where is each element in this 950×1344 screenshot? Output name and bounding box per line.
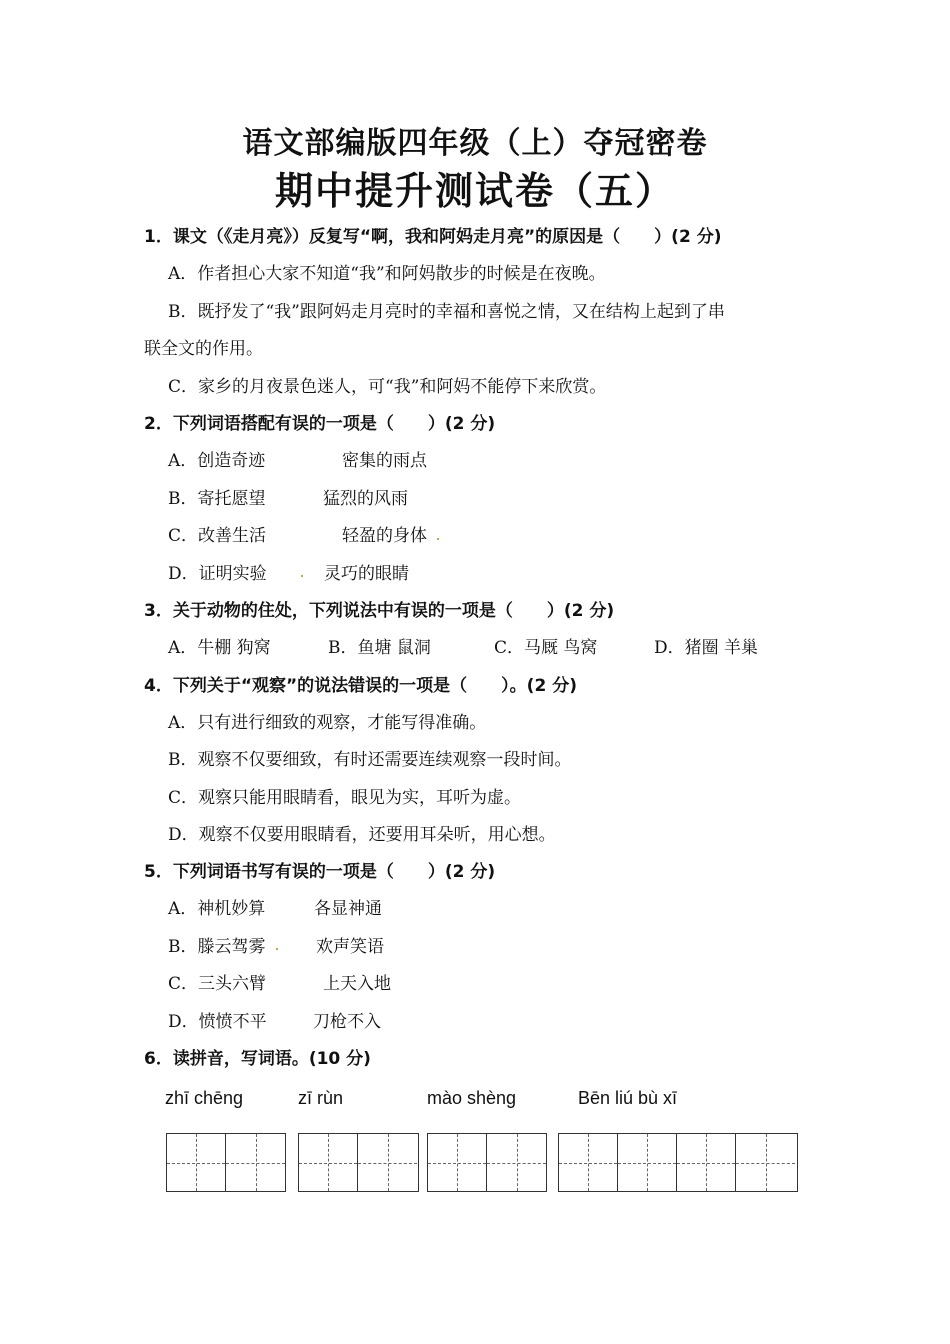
- question-5-option-b: [168, 932, 384, 957]
- option-word: B．滕云驾雾: [168, 937, 266, 957]
- writing-grid[interactable]: [558, 1133, 798, 1192]
- question-5-option-d: [168, 1007, 381, 1032]
- question-3-stem: 3．关于动物的住处，下列说法中有误的一项是（ ）(2 分): [144, 601, 615, 621]
- exam-title: 期中提升测试卷（五）: [274, 169, 675, 213]
- option-word: D．愤愤不平: [168, 1012, 267, 1032]
- scan-mark: [437, 538, 439, 540]
- scan-mark: [301, 575, 303, 577]
- question-2-option-d: [168, 559, 409, 584]
- option-word: D．证明实验: [168, 564, 267, 584]
- question-3-option-a: A．牛棚 狗窝: [168, 638, 271, 658]
- exam-series-title: 语文部编版四年级（上）夺冠密卷: [242, 126, 708, 161]
- option-phrase: 猛烈的风雨: [323, 489, 408, 509]
- option-phrase: 刀枪不入: [313, 1012, 381, 1032]
- pinyin-label: zhī chēng: [165, 1088, 244, 1108]
- question-1-option-b: B．既抒发了“我”跟阿妈走月亮时的幸福和喜悦之情，又在结构上起到了串: [168, 302, 725, 322]
- pinyin-label: Bēn liú bù xī: [578, 1088, 678, 1108]
- writing-cell[interactable]: [358, 1134, 417, 1191]
- writing-cell[interactable]: [428, 1134, 487, 1191]
- writing-cell[interactable]: [736, 1134, 795, 1191]
- option-phrase: 密集的雨点: [342, 451, 427, 471]
- question-5-option-a: [168, 894, 382, 919]
- writing-cell[interactable]: [487, 1134, 546, 1191]
- question-5-option-c: [168, 969, 391, 994]
- option-word: A．创造奇迹: [168, 451, 266, 471]
- writing-cell[interactable]: [677, 1134, 736, 1191]
- question-3-option-c: C．马厩 鸟窝: [494, 638, 598, 658]
- writing-grid[interactable]: [298, 1133, 419, 1192]
- option-phrase: 灵巧的眼睛: [324, 564, 409, 584]
- option-phrase: 各显神通: [314, 899, 382, 919]
- question-4-option-d: D．观察不仅要用眼睛看，还要用耳朵听，用心想。: [168, 825, 556, 845]
- option-word: B．寄托愿望: [168, 489, 266, 509]
- question-1-stem: 1．课文（《走月亮》）反复写“啊，我和阿妈走月亮”的原因是（ ）(2 分): [144, 227, 722, 247]
- question-3-option-b: B．鱼塘 鼠洞: [328, 638, 431, 658]
- option-word: A．神机妙算: [168, 899, 266, 919]
- question-4-option-c: C．观察只能用眼睛看，眼见为实，耳听为虚。: [168, 788, 522, 808]
- question-4-option-b: B．观察不仅要细致，有时还需要连续观察一段时间。: [168, 750, 572, 770]
- question-2-option-a: [168, 446, 427, 471]
- question-1-option-b-cont: 联全文的作用。: [144, 339, 263, 359]
- question-2-stem: 2．下列词语搭配有误的一项是（ ）(2 分): [144, 414, 496, 434]
- writing-cell[interactable]: [226, 1134, 285, 1191]
- pinyin-label: mào shèng: [427, 1088, 517, 1108]
- question-4-option-a: A．只有进行细致的观察，才能写得准确。: [168, 713, 487, 733]
- question-3-option-d: D．猪圈 羊巢: [654, 638, 759, 658]
- question-4-stem: 4．下列关于“观察”的说法错误的一项是（ ）。(2 分): [144, 676, 577, 696]
- pinyin-label: zī rùn: [298, 1088, 344, 1108]
- question-1-option-c: C．家乡的月夜景色迷人，可“我”和阿妈不能停下来欣赏。: [168, 377, 607, 397]
- option-word: C．改善生活: [168, 526, 267, 546]
- writing-cell[interactable]: [559, 1134, 618, 1191]
- writing-grid[interactable]: [166, 1133, 286, 1192]
- writing-grid[interactable]: [427, 1133, 547, 1192]
- scan-mark: [276, 948, 278, 950]
- option-phrase: 轻盈的身体: [342, 526, 427, 546]
- question-2-option-c: [168, 521, 427, 546]
- option-phrase: 欢声笑语: [316, 937, 384, 957]
- option-phrase: 上天入地: [323, 974, 391, 994]
- question-5-stem: 5．下列词语书写有误的一项是（ ）(2 分): [144, 862, 496, 882]
- question-6-stem: 6．读拼音，写词语。(10 分): [144, 1049, 371, 1069]
- question-1-option-a: A．作者担心大家不知道“我”和阿妈散步的时候是在夜晚。: [168, 264, 606, 284]
- writing-cell[interactable]: [299, 1134, 358, 1191]
- writing-cell[interactable]: [167, 1134, 226, 1191]
- option-word: C．三头六臂: [168, 974, 267, 994]
- writing-cell[interactable]: [618, 1134, 677, 1191]
- question-2-option-b: [168, 484, 408, 509]
